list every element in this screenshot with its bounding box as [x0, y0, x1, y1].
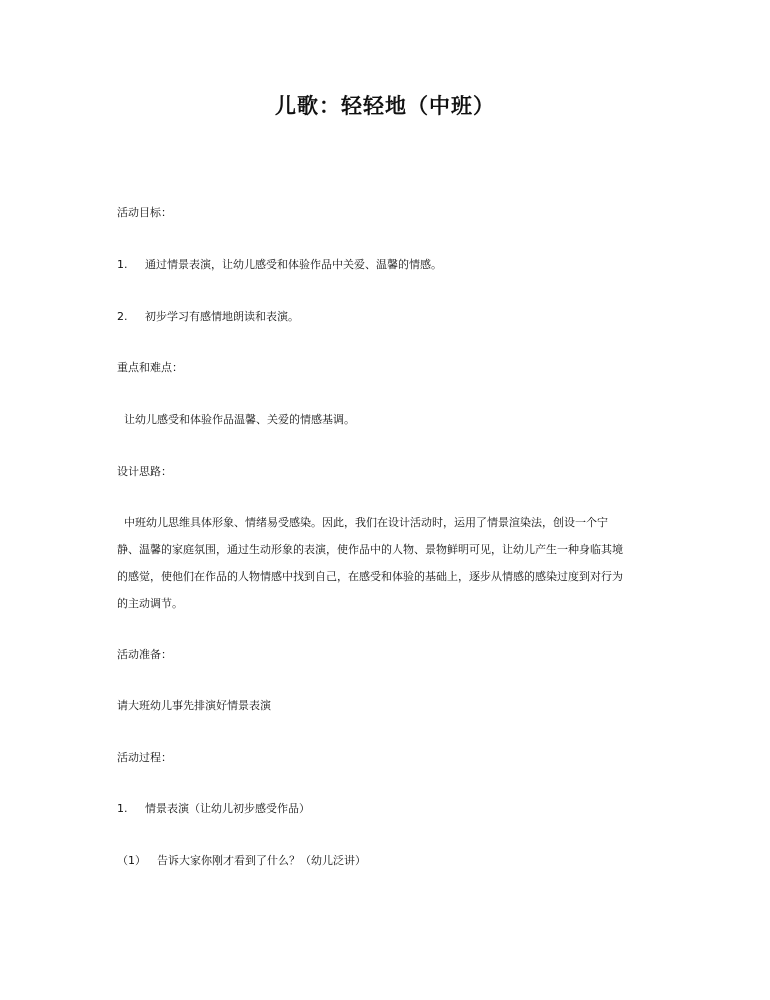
design-line: 的主动调节。	[117, 597, 183, 610]
process-substep-1	[117, 854, 366, 868]
key-heading: 重点和难点：	[117, 361, 183, 374]
design-heading: 设计思路：	[117, 465, 172, 478]
goal-number: 2.	[117, 310, 128, 323]
process-heading: 活动过程：	[117, 751, 172, 764]
substep-number: （1）	[117, 854, 146, 867]
design-line: 中班幼儿思维具体形象、情绪易受感染。因此，我们在设计活动时，运用了情景渲染法，创设一个宁	[124, 516, 608, 529]
step-number: 1.	[117, 802, 128, 815]
document-title: 儿歌：轻轻地（中班）	[275, 94, 495, 118]
substep-text: 告诉大家你刚才看到了什么？（幼儿泛讲）	[157, 854, 366, 867]
design-paragraph	[117, 516, 662, 624]
goal-item-2	[117, 310, 299, 324]
key-text: 让幼儿感受和体验作品温馨、关爱的情感基调。	[124, 413, 355, 426]
step-text: 情景表演（让幼儿初步感受作品）	[145, 802, 310, 815]
goal-text: 通过情景表演，让幼儿感受和体验作品中关爱、温馨的情感。	[145, 258, 442, 271]
design-line: 静、温馨的家庭氛围，通过生动形象的表演，使作品中的人物、景物鲜明可见，让幼儿产生一种身临其境	[117, 543, 623, 556]
goals-heading: 活动目标：	[117, 206, 172, 219]
goal-text: 初步学习有感情地朗读和表演。	[145, 310, 299, 323]
process-step-1	[117, 802, 310, 816]
goal-item-1	[117, 258, 442, 272]
prep-heading: 活动准备：	[117, 648, 172, 661]
prep-text: 请大班幼儿事先排演好情景表演	[117, 699, 271, 712]
goal-number: 1.	[117, 258, 128, 271]
design-line: 的感觉，使他们在作品的人物情感中找到自己，在感受和体验的基础上，逐步从情感的感染过度到对行为	[117, 570, 623, 583]
